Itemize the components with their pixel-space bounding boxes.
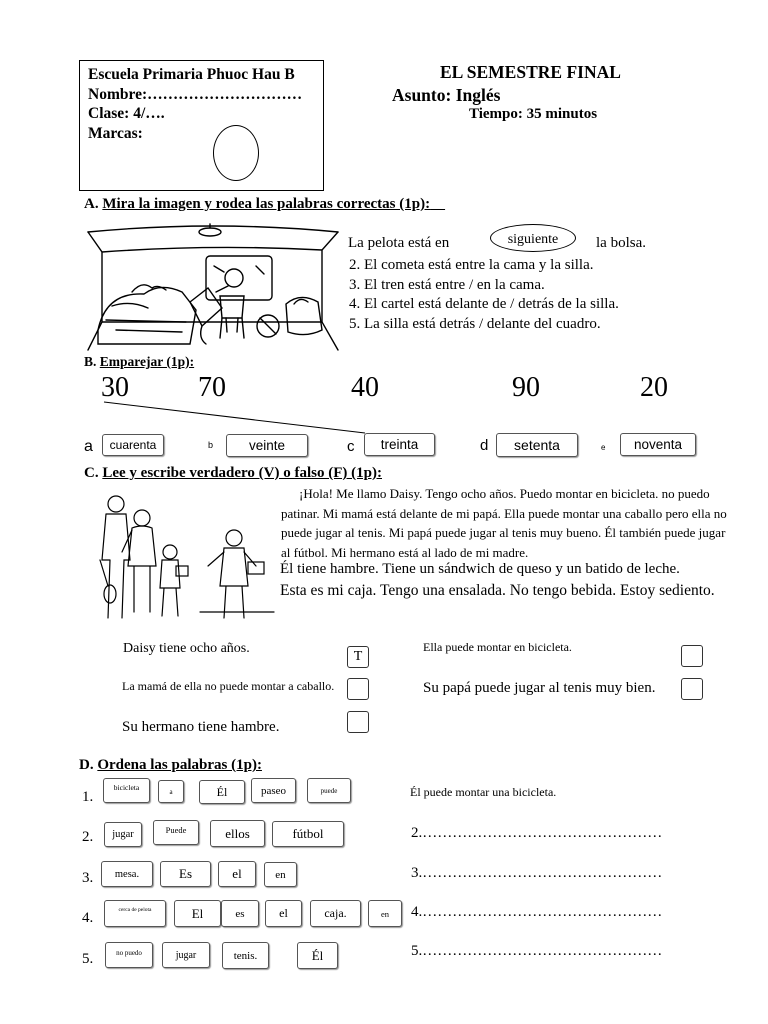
statement-1: Daisy tiene ocho años. — [123, 641, 250, 656]
answer-1: Él puede montar una bicicleta. — [410, 785, 557, 799]
answer-box-3[interactable] — [347, 678, 369, 700]
exam-title: EL SEMESTRE FINAL — [440, 62, 621, 82]
section-c-title: Lee y escribe verdadero (V) o falso (F) (1p): — [102, 465, 382, 481]
word-tile[interactable]: bicicleta — [103, 778, 150, 803]
statement-5: Su hermano tiene hambre. — [122, 719, 280, 735]
class-field[interactable]: Clase: 4/…. — [88, 105, 165, 122]
word-tile[interactable]: el — [218, 861, 256, 887]
word-tile[interactable]: Es — [160, 861, 211, 887]
reading-paragraph-3: Esta es mi caja. Tengo una ensalada. No tengo bebida. Estoy sediento. — [280, 582, 715, 599]
marks-label: Marcas: — [88, 124, 143, 142]
answer-3[interactable]: 3.………………………………………… — [411, 865, 663, 881]
family-illustration — [98, 490, 276, 624]
word-tile[interactable]: jugar — [162, 942, 210, 968]
answer-4[interactable]: 4.………………………………………… — [411, 904, 663, 920]
word-tile[interactable]: paseo — [251, 778, 296, 803]
row-number: 5. — [82, 951, 94, 967]
section-c-heading — [84, 465, 382, 482]
line1-post: la bolsa. — [596, 235, 646, 251]
number-70: 70 — [198, 372, 226, 403]
reading-paragraph-2: Él tiene hambre. Tiene un sándwich de queso y un batido de leche. — [280, 561, 680, 577]
answer-5[interactable]: 5.………………………………………… — [411, 943, 663, 959]
statement-2: Ella puede montar en bicicleta. — [423, 640, 572, 654]
option-e-letter: e — [601, 443, 606, 452]
row-number: 4. — [82, 910, 94, 926]
section-a-title: Mira la imagen y rodea las palabras correctas (1p): — [102, 196, 431, 212]
word-tile[interactable]: Él — [297, 942, 338, 969]
circled-word: siguiente — [507, 232, 559, 247]
row-number: 3. — [82, 870, 94, 886]
match-line — [0, 0, 768, 460]
word-tile[interactable]: es — [221, 900, 259, 927]
word-tile[interactable]: ellos — [210, 820, 265, 847]
school-name: Escuela Primaria Phuoc Hau B — [88, 66, 295, 83]
word-tile[interactable]: fútbol — [272, 821, 344, 847]
option-e-word[interactable]: noventa — [620, 433, 696, 456]
word-tile[interactable]: Él — [199, 780, 245, 804]
word-tile[interactable]: el — [265, 900, 302, 927]
option-c-word[interactable]: treinta — [364, 433, 435, 456]
section-b-title: Emparejar (1p): — [99, 354, 195, 369]
section-a-line: 4. El cartel está delante de / detrás de la silla. — [349, 296, 619, 312]
word-tile[interactable]: puede — [307, 778, 351, 803]
option-c-letter: c — [347, 438, 355, 455]
answer-box-4[interactable] — [681, 678, 703, 700]
word-tile[interactable]: en — [264, 862, 297, 887]
row-number: 1. — [82, 789, 94, 805]
option-d-word[interactable]: setenta — [496, 433, 578, 457]
answer-2[interactable]: 2.………………………………………… — [411, 825, 663, 841]
option-a-letter: a — [84, 438, 93, 455]
number-20: 20 — [640, 372, 668, 403]
section-a-line: 5. La silla está detrás / delante del cuadro. — [349, 315, 601, 332]
option-b-letter: b — [208, 440, 214, 450]
word-tile[interactable]: no puedo — [105, 942, 153, 968]
section-c-letter: C. — [84, 465, 99, 481]
answer-box-5[interactable] — [347, 711, 369, 733]
statement-3: La mamá de ella no puede montar a caballo. — [122, 679, 335, 693]
word-tile[interactable]: mesa. — [101, 861, 153, 887]
number-40: 40 — [351, 372, 379, 403]
name-field[interactable]: Nombre:………………………… — [88, 85, 303, 103]
exam-time: Tiempo: 35 minutos — [469, 106, 598, 122]
row-number: 2. — [82, 829, 94, 845]
section-d-heading — [79, 757, 262, 774]
option-a-word[interactable]: cuarenta — [102, 434, 164, 456]
word-tile[interactable]: en — [368, 900, 402, 927]
section-b-letter: B. — [84, 354, 97, 369]
word-tile[interactable]: cerca de pelota — [104, 900, 166, 927]
section-d-letter: D. — [79, 757, 94, 773]
word-tile[interactable]: caja. — [310, 900, 361, 927]
option-b-word[interactable]: veinte — [226, 434, 308, 457]
section-a-line: 3. El tren está entre / en la cama. — [349, 276, 545, 293]
number-30: 30 — [101, 372, 129, 403]
word-tile[interactable]: jugar — [104, 822, 142, 847]
section-a-letter: A. — [84, 196, 99, 212]
word-tile[interactable]: a — [158, 780, 184, 803]
answer-box-2[interactable] — [681, 645, 703, 667]
line1-pre: La pelota está en — [348, 235, 450, 251]
reading-paragraph: ¡Hola! Me llamo Daisy. Tengo ocho años. Puedo montar en bicicleta. no puedo patinar. Mi mamá está delante de mi papá. Ella puede montar una caballo pero ella no puede jugar al tenis. Mi papá puede jugar al tenis muy bueno. Él también puede jugar al fútbol. Mi hermano está al lado de mi madre. — [281, 486, 727, 560]
word-tile[interactable]: Puede — [153, 820, 199, 845]
answer-box-1[interactable]: T — [347, 646, 369, 668]
section-a-line: 2. El cometa está entre la cama y la silla. — [349, 257, 594, 273]
option-d-letter: d — [480, 437, 489, 454]
statement-4: Su papá puede jugar al tenis muy bien. — [423, 680, 656, 696]
number-90: 90 — [512, 372, 540, 403]
exam-subject: Asunto: Inglés — [392, 85, 501, 105]
section-d-title: Ordena las palabras (1p): — [97, 757, 262, 773]
word-tile[interactable]: El — [174, 900, 221, 927]
word-tile[interactable]: tenis. — [222, 942, 269, 969]
